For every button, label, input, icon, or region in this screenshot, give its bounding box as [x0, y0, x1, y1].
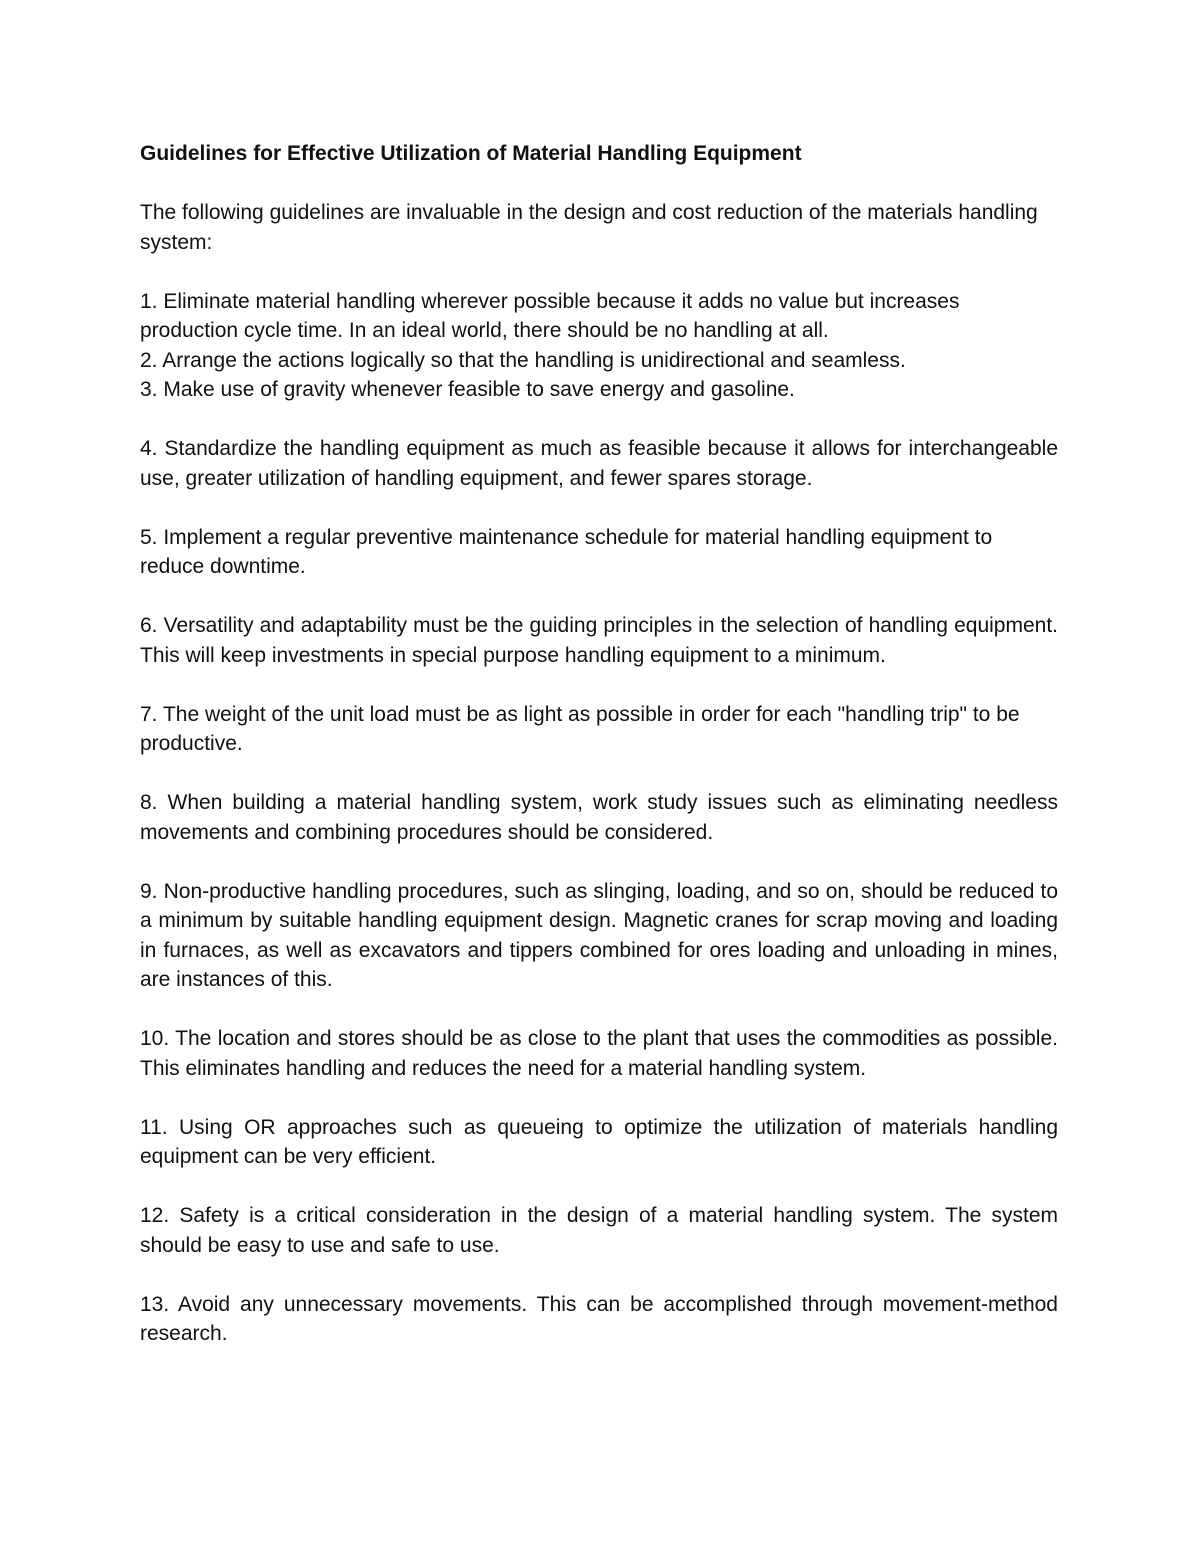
guideline-item-4: 4. Standardize the handling equipment as much as feasible because it allows for interchangeable use, greater utilization of handling equipment, and fewer spares storage. — [140, 437, 1058, 490]
guideline-item-2: 2. Arrange the actions logically so that the handling is unidirectional and seamless. — [140, 348, 906, 372]
guideline-item-11: 11. Using OR approaches such as queueing to optimize the utilization of materials handling equipment can be very efficient. — [140, 1115, 1058, 1168]
guideline-item-7: 7. The weight of the unit load must be as light as possible in order for each "handling trip" to be productive. — [140, 702, 1020, 755]
guideline-item-8: 8. When building a material handling system, work study issues such as eliminating needless movements and combining procedures should be considered. — [140, 791, 1058, 844]
guideline-item-10: 10. The location and stores should be as close to the plant that uses the commodities as possible. This eliminates handling and reduces the need for a material handling system. — [140, 1027, 1058, 1080]
guideline-item-5: 5. Implement a regular preventive maintenance schedule for material handling equipment to reduce downtime. — [140, 525, 993, 578]
guideline-item-13: 13. Avoid any unnecessary movements. This can be accomplished through movement-method research. — [140, 1292, 1058, 1345]
guideline-item-9: 9. Non-productive handling procedures, such as slinging, loading, and so on, should be reduced to a minimum by suitable handling equipment design. Magnetic cranes for scrap moving and loading in furnaces, as well as excavators and tippers combined for ores loading and unloading in mines, are instances of this. — [140, 879, 1058, 991]
document-title: Guidelines for Effective Utilization of Material Handling Equipment — [140, 142, 802, 165]
guideline-item-12: 12. Safety is a critical consideration in the design of a material handling system. The system should be easy to use and safe to use. — [140, 1204, 1058, 1257]
guideline-item-3: 3. Make use of gravity whenever feasible to save energy and gasoline. — [140, 378, 795, 401]
intro-paragraph: The following guidelines are invaluable in the design and cost reduction of the materials handling system: — [140, 201, 1038, 254]
guideline-item-1: 1. Eliminate material handling wherever possible because it adds no value but increases production cycle time. In an ideal world, there should be no handling at all. — [140, 289, 960, 342]
guideline-item-6: 6. Versatility and adaptability must be the guiding principles in the selection of handling equipment. This will keep investments in special purpose handling equipment to a minimum. — [140, 614, 1058, 667]
document-body — [140, 139, 1058, 1349]
